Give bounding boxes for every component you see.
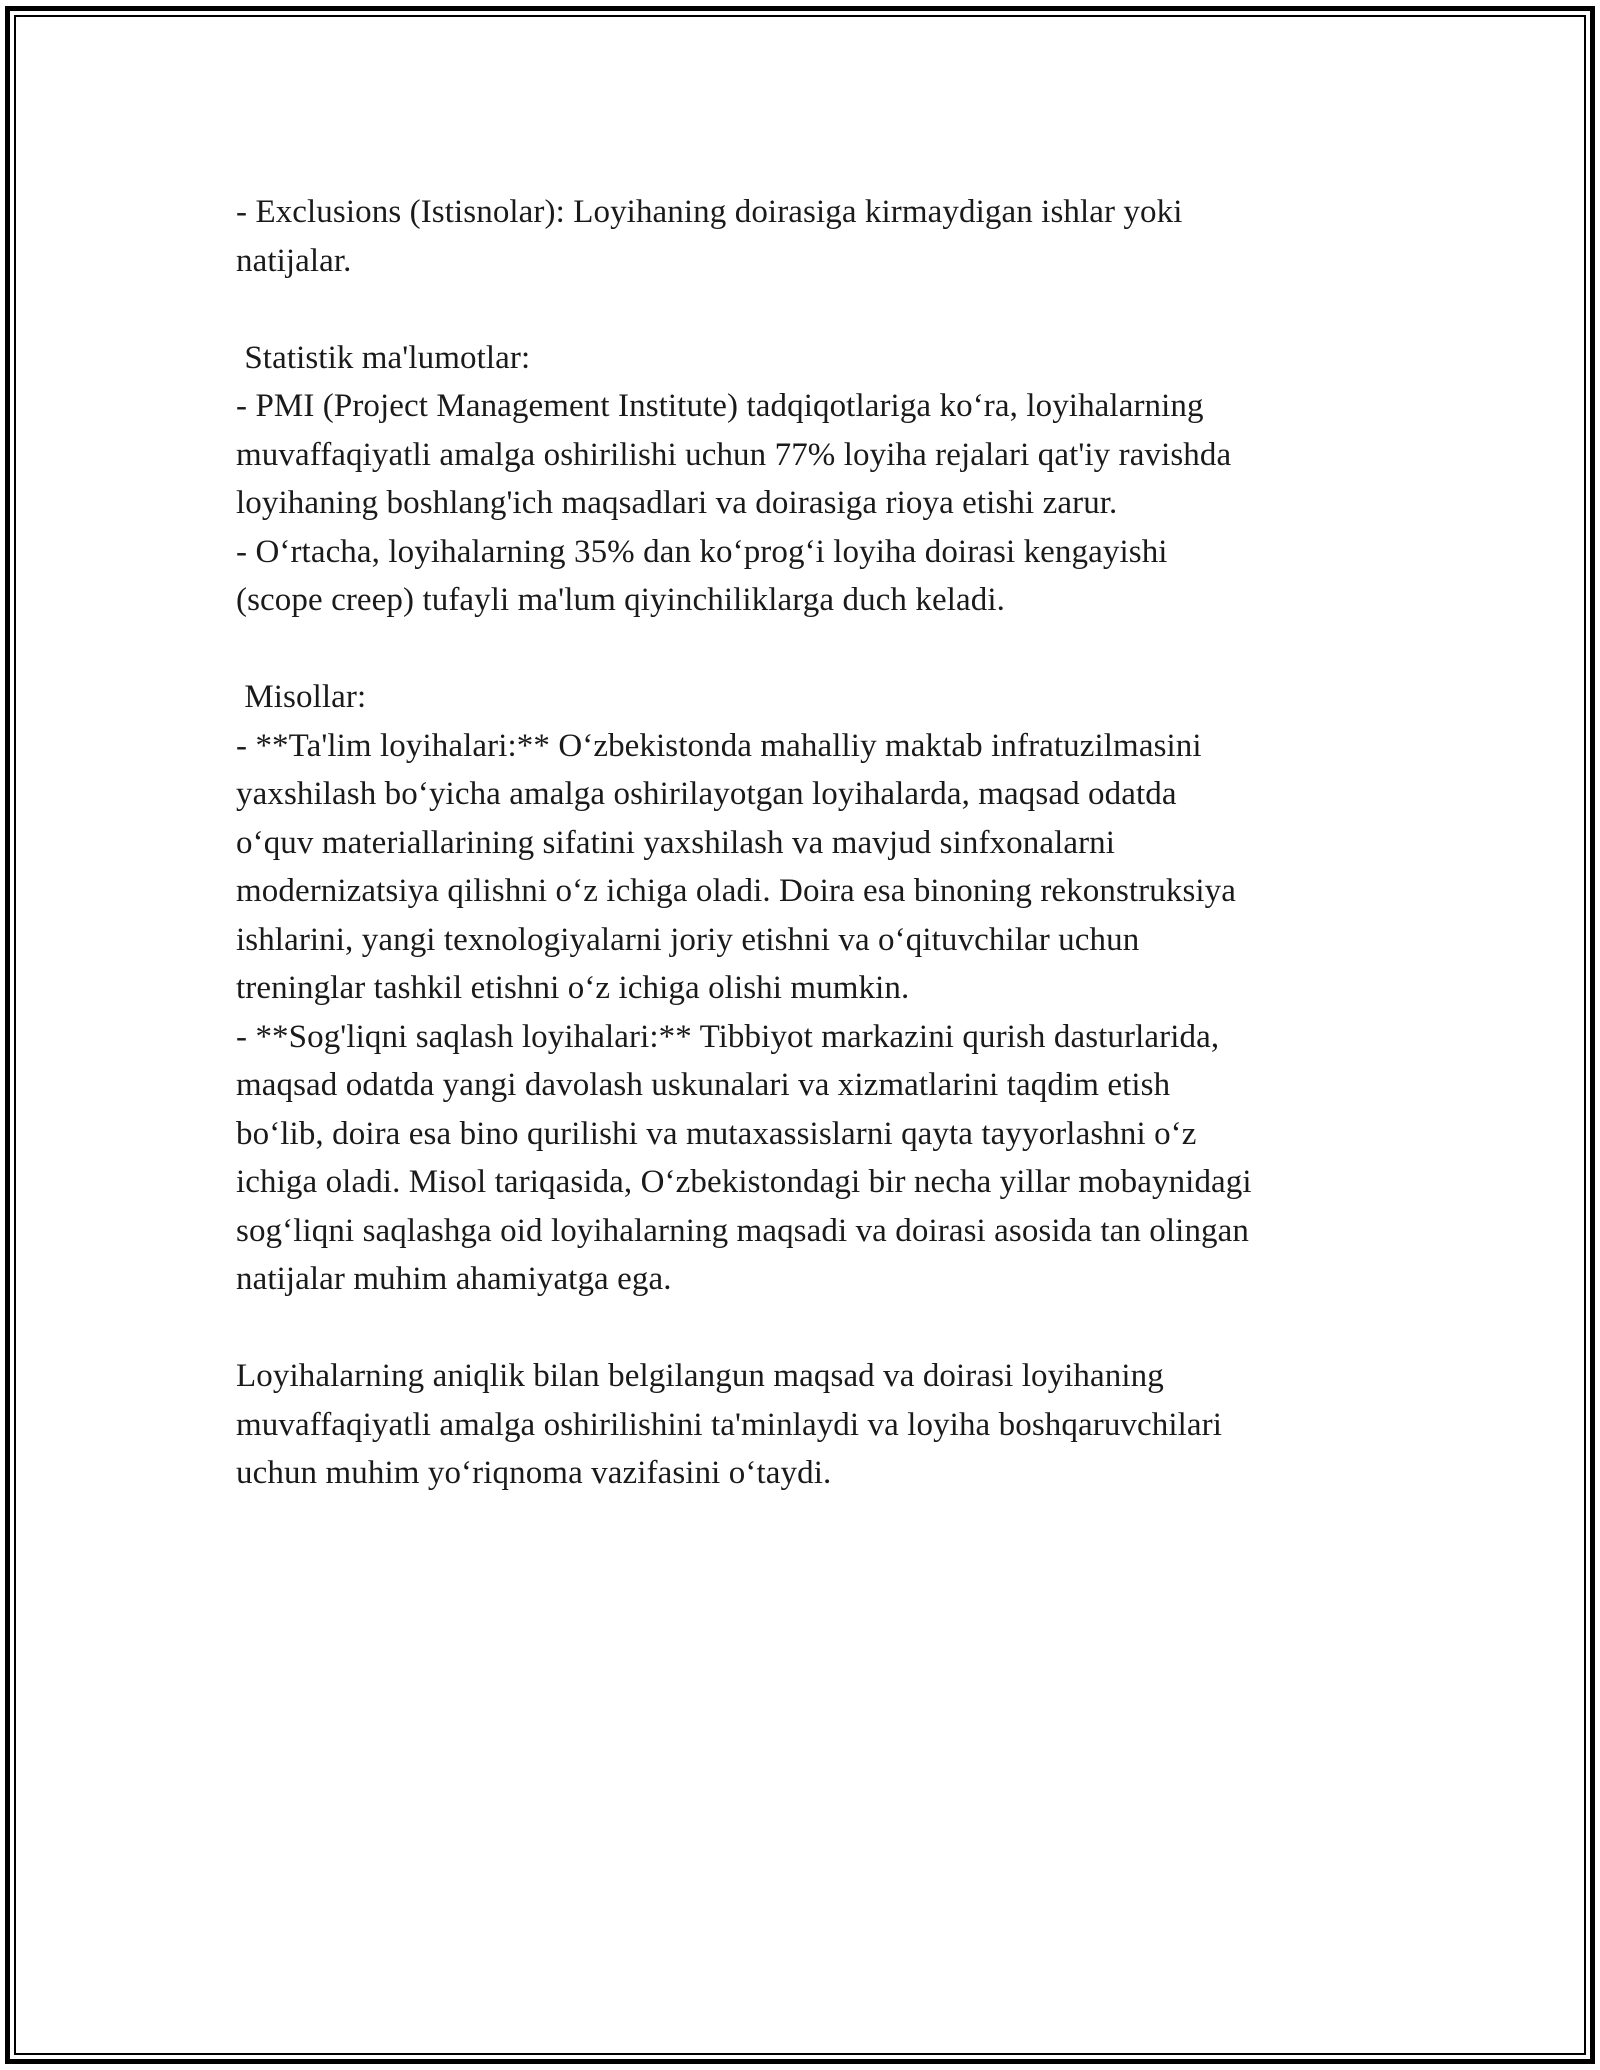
text-line: o‘quv materiallarining sifatini yaxshilash va mavjud sinfxonalarni: [236, 824, 1116, 861]
text-line: - **Ta'lim loyihalari:** O‘zbekistonda mahalliy maktab infratuzilmasini: [236, 727, 1202, 764]
blank-line: [236, 625, 1396, 674]
text-line: muvaffaqiyatli amalga oshirilishi uchun 77% loyiha rejalari qat'iy ravishda: [236, 436, 1232, 473]
text-line: - **Sog'liqni saqlash loyihalari:** Tibbiyot markazini qurish dasturlarida,: [236, 1018, 1220, 1055]
blank-line: [236, 1304, 1396, 1353]
section-heading-statistics: Statistik ma'lumotlar:: [236, 339, 531, 376]
text-line: maqsad odatda yangi davolash uskunalari va xizmatlarini taqdim etish: [236, 1067, 1171, 1103]
text-line: natijalar.: [236, 242, 352, 279]
blank-line: [236, 285, 1396, 334]
text-line: Loyihalarning aniqlik bilan belgilangun maqsad va doirasi loyihaning: [236, 1358, 1164, 1394]
text-line: uchun muhim yo‘riqnoma vazifasini o‘taydi.: [236, 1455, 832, 1491]
text-line: ishlarini, yangi texnologiyalarni joriy etishni va o‘qituvchilar uchun: [236, 921, 1140, 958]
document-body: [236, 188, 1396, 1498]
section-heading-examples: Misollar:: [236, 679, 367, 715]
text-line: (scope creep) tufayli ma'lum qiyinchiliklarga duch keladi.: [236, 582, 1005, 618]
text-line: - PMI (Project Management Institute) tadqiqotlariga ko‘ra, loyihalarning: [236, 388, 1204, 424]
text-line: yaxshilash bo‘yicha amalga oshirilayotgan loyihalarda, maqsad odatda: [236, 776, 1177, 812]
text-line: - Exclusions (Istisnolar): Loyihaning doirasiga kirmaydigan ishlar yoki: [236, 194, 1183, 230]
text-line: muvaffaqiyatli amalga oshirilishini ta'minlaydi va loyiha boshqaruvchilari: [236, 1406, 1223, 1443]
text-line: loyihaning boshlang'ich maqsadlari va doirasiga rioya etishi zarur.: [236, 485, 1118, 521]
text-line: modernizatsiya qilishni o‘z ichiga oladi. Doira esa binoning rekonstruksiya: [236, 873, 1237, 909]
text-line: ichiga oladi. Misol tariqasida, O‘zbekistondagi bir necha yillar mobaynidagi: [236, 1164, 1252, 1200]
text-line: treninglar tashkil etishni o‘z ichiga olishi mumkin.: [236, 970, 910, 1006]
text-line: natijalar muhim ahamiyatga ega.: [236, 1261, 672, 1297]
text-line: - O‘rtacha, loyihalarning 35% dan ko‘prog‘i loyiha doirasi kengayishi: [236, 533, 1168, 570]
text-line: bo‘lib, doira esa bino qurilishi va mutaxassislarni qayta tayyorlashni o‘z: [236, 1115, 1197, 1152]
text-line: sog‘liqni saqlashga oid loyihalarning maqsadi va doirasi asosida tan olingan: [236, 1212, 1249, 1249]
